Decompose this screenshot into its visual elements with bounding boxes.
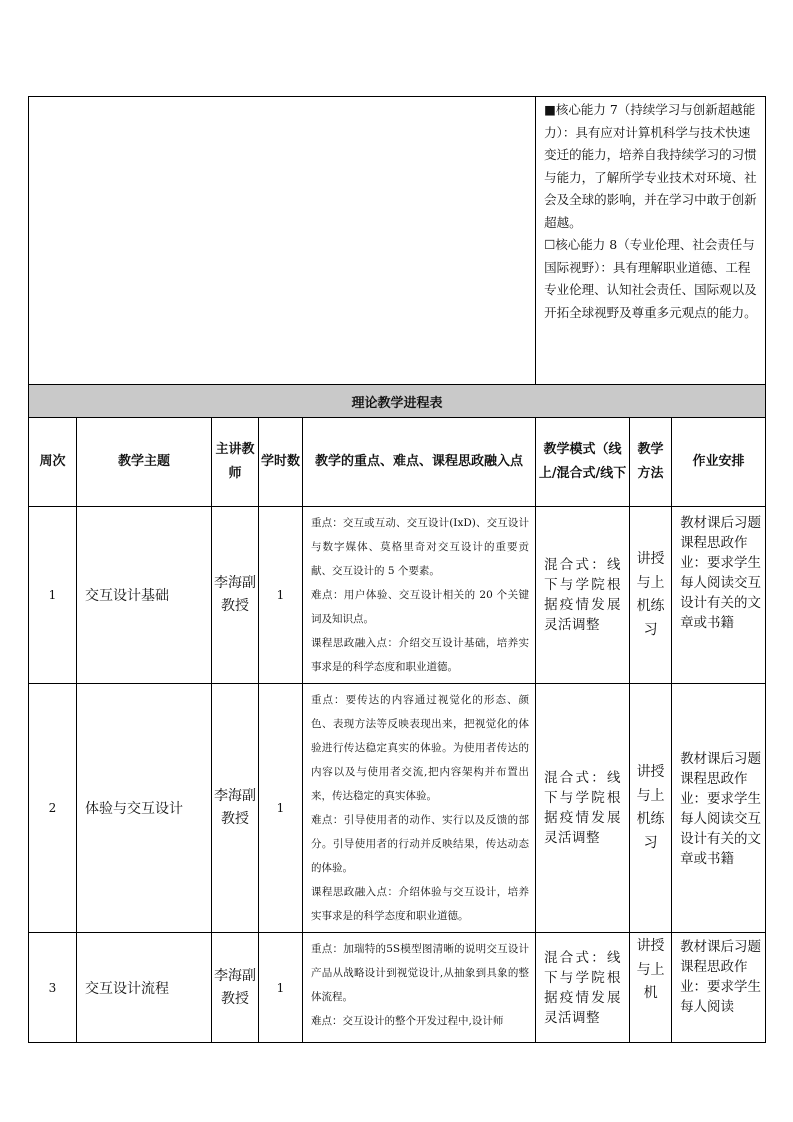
topic-cell: 交互设计基础 [77, 507, 212, 684]
competency-blank-cell [29, 97, 536, 385]
homework-exercise: 教材课后习题 [680, 515, 762, 531]
header-topic: 教学主题 [77, 418, 212, 507]
homework-exercise: 教材课后习题 [680, 751, 762, 767]
homework-exercise: 教材课后习题 [680, 939, 762, 955]
header-row [29, 418, 766, 507]
topic-cell: 交互设计流程 [77, 933, 212, 1043]
table-row [29, 933, 766, 1043]
course-table [28, 96, 766, 1043]
table-row [29, 684, 766, 933]
difficult-point: 难点：用户体验、交互设计相关的 20 个关键词及知识点。 [311, 589, 530, 625]
teacher-cell: 李海副教授 [212, 684, 259, 933]
key-point: 重点：交互或互动、交互设计(IxD)、交互设计与数字媒体、莫格里奇对交互设计的重要贡献、交互设计的 5 个要素。 [311, 517, 530, 577]
header-teacher: 主讲教师 [212, 418, 259, 507]
header-homework: 作业安排 [672, 418, 766, 507]
header-method: 教学方法 [630, 418, 672, 507]
competency-cell [536, 97, 766, 385]
points-cell [303, 684, 536, 933]
method-cell: 讲授与上机练习 [630, 507, 672, 684]
homework-ideology: 课程思政作业：要求学生每人阅读交互设计有关的文章或书籍 [680, 771, 762, 867]
homework-cell [672, 684, 766, 933]
week-number: 3 [29, 933, 77, 1043]
homework-ideology: 课程思政作业：要求学生每人阅读交互设计有关的文章或书籍 [680, 535, 762, 631]
week-number: 2 [29, 684, 77, 933]
ideology-point: 课程思政融入点：介绍交互设计基础，培养实事求是的科学态度和职业道德。 [311, 637, 530, 673]
week-number: 1 [29, 507, 77, 684]
key-point: 重点：加瑞特的5S模型图清晰的说明交互设计产品从战略设计到视觉设计,从抽象到具象的整体流程。 [311, 943, 530, 1003]
table-row [29, 507, 766, 684]
header-points: 教学的重点、难点、课程思政融入点 [303, 418, 536, 507]
hours-cell: 1 [259, 933, 303, 1043]
method-cell: 讲授与上机 [630, 933, 672, 1043]
mode-cell: 混合式：线下与学院根据疫情发展灵活调整 [536, 933, 630, 1043]
competency-item-7: ■核心能力 7（持续学习与创新超越能力）：具有应对计算机科学与技术快速变迁的能力，培养自我持续学习的习惯与能力，了解所学专业技术对环境、社会及全球的影响，并在学习中敢于创新超越。 [544, 102, 757, 230]
mode-cell: 混合式：线下与学院根据疫情发展灵活调整 [536, 684, 630, 933]
competency-row [29, 97, 766, 385]
difficult-point: 难点：交互设计的整个开发过程中,设计师 [311, 1015, 504, 1027]
hours-cell: 1 [259, 684, 303, 933]
hours-cell: 1 [259, 507, 303, 684]
table-title-row [29, 385, 766, 418]
homework-cell [672, 933, 766, 1043]
points-cell [303, 507, 536, 684]
table-title: 理论教学进程表 [29, 385, 766, 418]
topic-cell: 体验与交互设计 [77, 684, 212, 933]
header-mode: 教学模式（线上/混合式/线下 [536, 418, 630, 507]
ideology-point: 课程思政融入点：介绍体验与交互设计，培养实事求是的科学态度和职业道德。 [311, 886, 530, 922]
mode-cell: 混合式：线下与学院根据疫情发展灵活调整 [536, 507, 630, 684]
method-cell: 讲授与上机练习 [630, 684, 672, 933]
teacher-cell: 李海副教授 [212, 507, 259, 684]
header-hours: 学时数 [259, 418, 303, 507]
homework-cell [672, 507, 766, 684]
key-point: 重点：要传达的内容通过视觉化的形态、颜色、表现方法等反映表现出来，把视觉化的体验进行传达稳定真实的体验。为使用者传达的内容以及与使用者交流,把内容架构并布置出来，传达稳定的真实体验。 [311, 694, 530, 802]
competency-item-8: ☐核心能力 8（专业伦理、社会责任与国际视野）：具有理解职业道德、工程专业伦理、认知社会责任、国际观以及开拓全球视野及尊重多元观点的能力。 [544, 237, 757, 320]
points-cell [303, 933, 536, 1043]
difficult-point: 难点：引导使用者的动作、实行以及反馈的部分。引导使用者的行动并反映结果，传达动态的体验。 [311, 814, 530, 874]
teacher-cell: 李海副教授 [212, 933, 259, 1043]
document-page [28, 96, 765, 1043]
header-week: 周次 [29, 418, 77, 507]
homework-ideology: 课程思政作业：要求学生每人阅读 [680, 959, 762, 1015]
